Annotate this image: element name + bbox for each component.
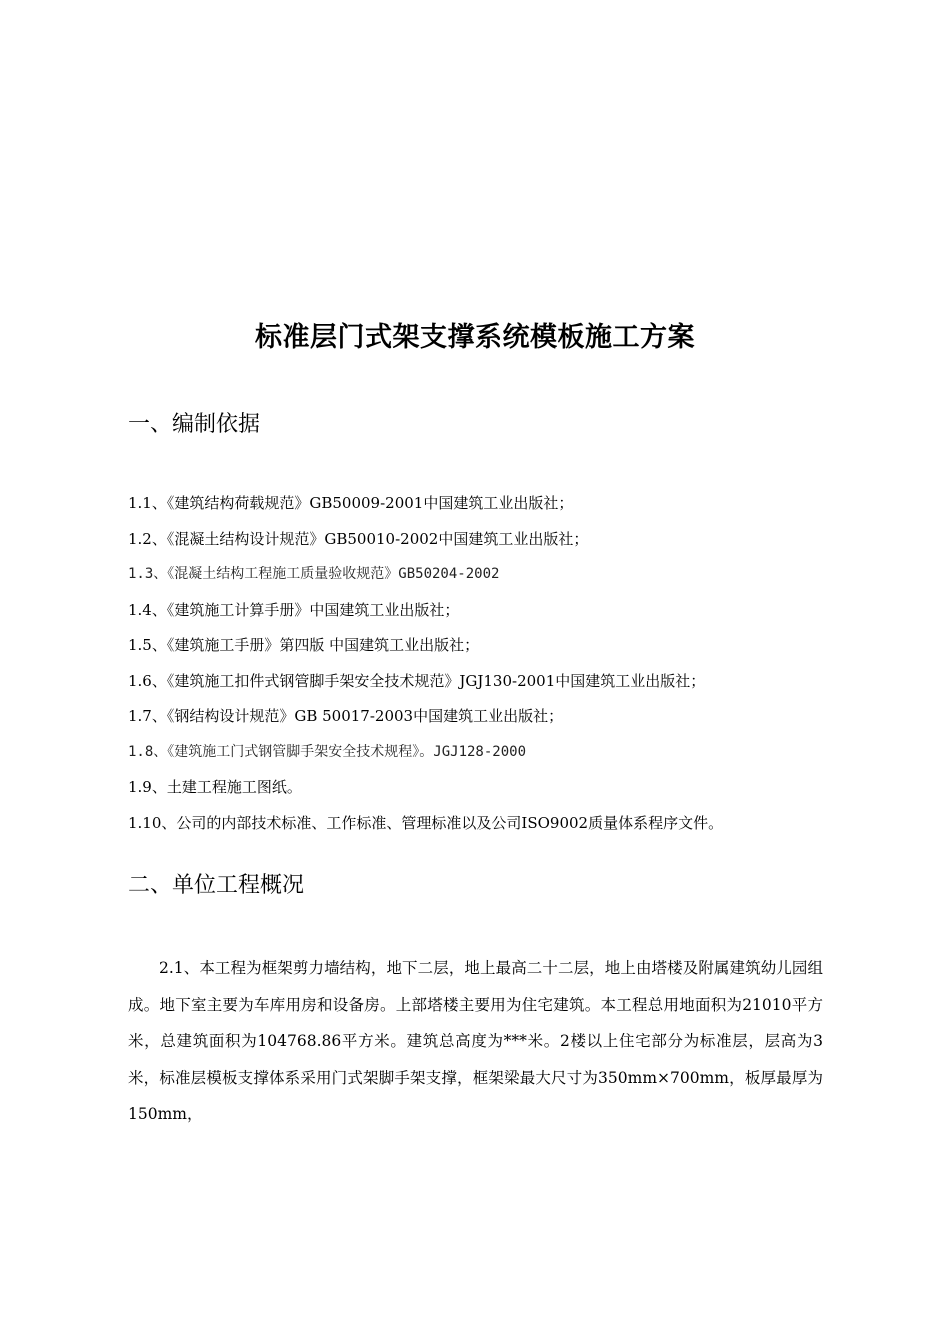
reference-item: 1.8、《建筑施工门式钢管脚手架安全技术规程》。JGJ128-2000 (128, 743, 527, 760)
project-overview-paragraph: 2.1、本工程为框架剪力墙结构，地下二层，地上最高二十二层，地上由塔楼及附属建筑幼儿园组成。地下室主要为车库用房和设备房。上部塔楼主要用为住宅建筑。本工程总用地面积为21010平方米，总建筑面积为104768.86平方米。建筑总高度为***米。2楼以上住宅部分为标准层，层高为3米，标准层模板支撑体系采用门式架脚手架支撑，框架梁最大尺寸为350mm×700mm，板厚最厚为150mm， (128, 959, 823, 1123)
section-heading-overview: 二、单位工程概况 (128, 873, 305, 898)
reference-list (128, 486, 828, 841)
reference-item: 1.1、《建筑结构荷载规范》GB50009-2001中国建筑工业出版社； (128, 494, 574, 512)
reference-item: 1.7、《钢结构设计规范》GB 50017-2003中国建筑工业出版社； (128, 707, 564, 725)
document-title: 标准层门式架支撑系统模板施工方案 (255, 322, 695, 353)
reference-item: 1.10、公司的内部技术标准、工作标准、管理标准以及公司ISO9002质量体系程序文件。 (128, 813, 724, 832)
reference-item: 1.2、《混凝土结构设计规范》GB50010-2002中国建筑工业出版社； (128, 529, 589, 548)
reference-item: 1.6、《建筑施工扣件式钢管脚手架安全技术规范》JGJ130-2001中国建筑工业出版社； (128, 671, 706, 690)
reference-item: 1.3、《混凝土结构工程施工质量验收规范》GB50204-2002 (128, 566, 500, 582)
reference-item: 1.5、《建筑施工手册》第四版 中国建筑工业出版社； (128, 636, 480, 654)
reference-item: 1.9、土建工程施工图纸。 (128, 778, 302, 796)
reference-item: 1.4、《建筑施工计算手册》中国建筑工业出版社； (128, 600, 460, 619)
section-heading-basis: 一、编制依据 (128, 412, 261, 437)
